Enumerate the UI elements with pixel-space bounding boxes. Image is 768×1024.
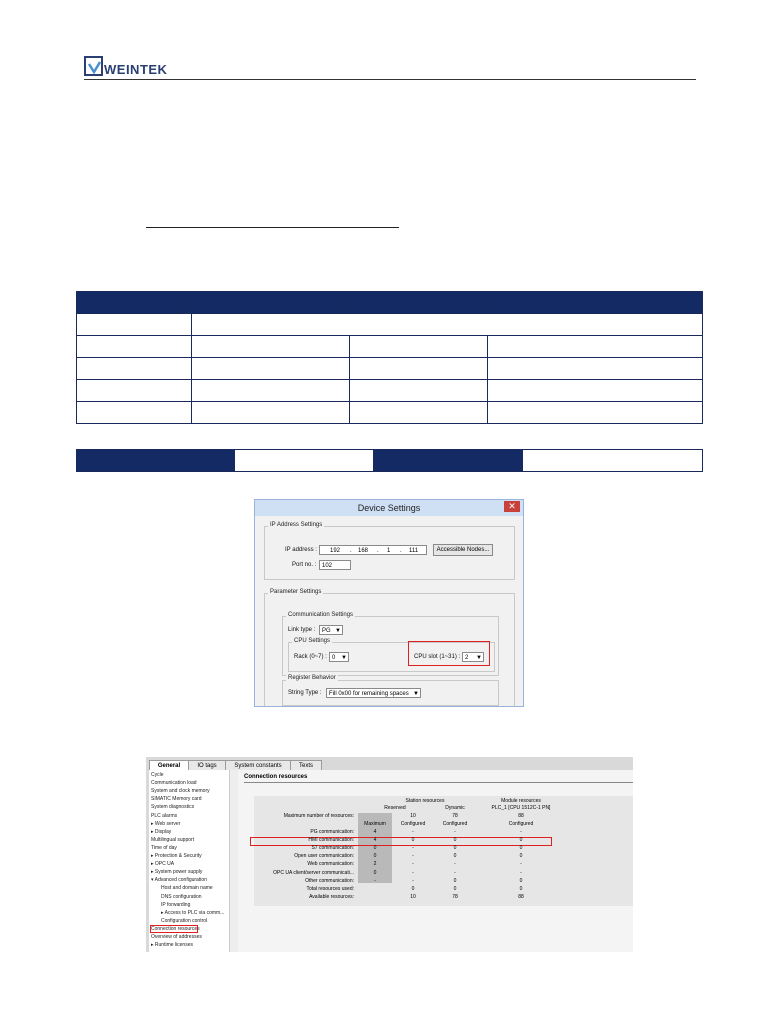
highlight-box xyxy=(150,925,198,933)
total-reserved: 0 xyxy=(411,886,415,892)
nav-item[interactable]: Multilingual support xyxy=(151,836,195,843)
row-label: OPC UA client/server communicati... xyxy=(273,869,354,876)
row-value: - xyxy=(412,877,414,884)
nav-item[interactable]: ▸ OPC UA xyxy=(151,861,175,868)
ip-octet-1: 192 xyxy=(330,548,341,554)
sub-configured: Configured xyxy=(508,821,534,827)
row-value: 0 xyxy=(519,845,523,852)
table-row xyxy=(77,358,703,380)
col-reserved: Reserved xyxy=(384,805,406,811)
nav-item[interactable]: IP forwarding xyxy=(161,901,191,908)
dialog-titlebar xyxy=(255,500,523,516)
col-module: PLC_1 [CPU 1512C-1 PN] xyxy=(491,805,551,811)
module-resources-header: Module resources xyxy=(501,798,541,804)
row-value: 0 xyxy=(519,837,523,844)
chevron-down-icon: ▼ xyxy=(413,691,419,697)
total-label: Total resources used: xyxy=(306,886,354,892)
row-value: - xyxy=(374,877,376,884)
nav-item[interactable]: DNS configuration xyxy=(161,893,202,900)
total-module: 0 xyxy=(519,886,523,892)
nav-item[interactable]: System diagnostics xyxy=(151,804,195,811)
rack-label: Rack (0~7) : xyxy=(294,654,327,660)
max-dynamic: 78 xyxy=(452,813,458,819)
row-label: Other communication: xyxy=(305,877,354,884)
available-reserved: 10 xyxy=(410,894,416,900)
ip-octet-3: 1 xyxy=(387,548,391,554)
tab-system-constants[interactable]: System constants xyxy=(225,760,291,772)
max-module: 88 xyxy=(518,813,524,819)
row-value: 0 xyxy=(373,853,377,860)
row-value: - xyxy=(412,845,414,852)
rack-value: 0 xyxy=(332,655,336,661)
cpu-slot-label: CPU slot (1~31) : xyxy=(414,654,461,660)
accessible-nodes-button[interactable]: Accessible Nodes... xyxy=(433,544,493,556)
port-field[interactable]: 102 xyxy=(319,560,351,570)
sub-configured: Configured xyxy=(442,821,468,827)
nav-item[interactable]: SIMATIC Memory card xyxy=(151,796,202,803)
dialog-title: Device Settings xyxy=(357,503,421,513)
logo-text: WEINTEK xyxy=(104,62,168,77)
string-type-label: String Type : xyxy=(288,690,322,696)
ip-address-field[interactable]: 192 . 168 . 1 . 111 xyxy=(319,545,427,555)
row-value: 2 xyxy=(373,861,377,868)
row-value: - xyxy=(454,861,456,868)
max-reserved: 10 xyxy=(410,813,416,819)
row-value: 0 xyxy=(453,845,457,852)
row-value: - xyxy=(412,829,414,835)
register-behavior-label: Register Behavior xyxy=(288,675,336,681)
table-row xyxy=(77,314,703,336)
ip-address-group-label: IP Address Settings xyxy=(270,522,323,528)
row-value: - xyxy=(454,869,456,876)
section-rule xyxy=(244,782,633,783)
tab-texts[interactable]: Texts xyxy=(290,760,322,772)
nav-item[interactable]: ▸ Access to PLC via comm... xyxy=(161,909,225,916)
chevron-down-icon: ▼ xyxy=(341,655,347,661)
row-value: 0 xyxy=(519,877,523,884)
parameter-settings-label: Parameter Settings xyxy=(270,589,322,595)
nav-item[interactable]: ▸ Protection & Security xyxy=(151,853,202,859)
title-underline xyxy=(146,227,399,228)
row-value: 0 xyxy=(373,845,377,852)
nav-item[interactable]: ▾ Advanced configuration xyxy=(151,877,207,884)
tab-io-tags[interactable]: IO tags xyxy=(188,760,226,772)
col-dynamic: Dynamic xyxy=(445,805,465,811)
link-type-value: PG xyxy=(322,628,331,634)
string-type-select[interactable] xyxy=(326,688,421,698)
device-settings-dialog xyxy=(254,499,524,707)
table-row xyxy=(77,402,703,424)
connection-resources-screenshot xyxy=(146,757,633,952)
nav-item[interactable]: Connection resources xyxy=(151,925,200,932)
row-value: - xyxy=(412,853,414,860)
link-type-select[interactable] xyxy=(319,625,343,635)
row-value: 0 xyxy=(453,877,457,884)
nav-item[interactable]: ▸ Runtime licenses xyxy=(151,942,193,949)
row-value: - xyxy=(454,829,456,835)
row-value: - xyxy=(520,861,522,868)
cpu-slot-value: 2 xyxy=(465,655,469,661)
nav-item[interactable]: Time of day xyxy=(151,844,177,851)
row-label: HMI communication: xyxy=(308,837,354,844)
cpu-settings-label: CPU Settings xyxy=(294,638,331,644)
sub-configured: Configured xyxy=(400,821,426,827)
chevron-down-icon: ▼ xyxy=(335,628,341,634)
section-title: Connection resources xyxy=(244,774,308,780)
max-resources-label: Maximum number of resources: xyxy=(283,813,354,819)
nav-scrollbar[interactable] xyxy=(229,770,238,952)
close-button[interactable]: ✕ xyxy=(504,501,520,512)
port-label: Port no. : xyxy=(292,562,317,568)
ip-address-label: IP address : xyxy=(285,547,317,553)
highlight-box xyxy=(408,641,490,666)
row-value: - xyxy=(412,861,414,868)
nav-item[interactable]: Configuration control xyxy=(161,917,208,924)
chevron-down-icon: ▼ xyxy=(476,655,482,661)
nav-item[interactable]: Host and domain name xyxy=(161,885,213,892)
sub-maximum: Maximum xyxy=(364,821,386,827)
table-row xyxy=(77,336,703,358)
row-value: 0 xyxy=(373,869,377,876)
row-value: 4 xyxy=(373,829,377,835)
nav-item[interactable]: System and clock memory xyxy=(151,788,210,795)
total-dynamic: 0 xyxy=(453,886,457,892)
row-value: 0 xyxy=(519,853,523,860)
nav-item[interactable]: Overview of addresses xyxy=(151,934,202,940)
row-label: PG communication: xyxy=(310,829,354,835)
header-rule xyxy=(84,79,696,80)
row-value: 4 xyxy=(373,837,377,844)
table-row xyxy=(77,380,703,402)
nav-item[interactable]: Communication load xyxy=(151,780,197,787)
string-type-value: Fill 0x00 for remaining spaces xyxy=(329,691,409,697)
info-table xyxy=(76,449,703,472)
available-module: 88 xyxy=(518,894,524,900)
row-label: Open user communication: xyxy=(294,853,354,860)
row-value: 0 xyxy=(411,837,415,844)
row-value: - xyxy=(520,869,522,876)
row-value: - xyxy=(412,869,414,876)
available-label: Available resources: xyxy=(309,894,354,900)
ip-octet-4: 111 xyxy=(409,548,419,554)
spec-table xyxy=(76,291,703,424)
nav-item[interactable]: ▸ Display xyxy=(151,828,172,835)
communication-settings-label: Communication Settings xyxy=(288,612,354,618)
ip-octet-2: 168 xyxy=(358,548,369,554)
row-value: 0 xyxy=(453,837,457,844)
nav-item[interactable]: Cycle xyxy=(151,772,164,778)
rack-select[interactable] xyxy=(329,652,349,662)
row-label: Web communication: xyxy=(307,861,354,868)
table-header-row xyxy=(77,292,703,314)
table-row xyxy=(77,450,703,472)
row-label: S7 communication: xyxy=(311,845,354,852)
row-value: - xyxy=(520,829,522,835)
row-value: 0 xyxy=(453,853,457,860)
nav-item[interactable]: ▸ Web server xyxy=(151,820,181,827)
link-type-label: Link type : xyxy=(288,627,316,633)
station-resources-header: Station resources xyxy=(405,798,445,804)
tab-general[interactable]: General xyxy=(149,760,189,772)
available-dynamic: 78 xyxy=(452,894,458,900)
nav-item[interactable]: PLC alarms xyxy=(151,812,178,819)
nav-item[interactable]: ▸ System power supply xyxy=(151,869,203,876)
